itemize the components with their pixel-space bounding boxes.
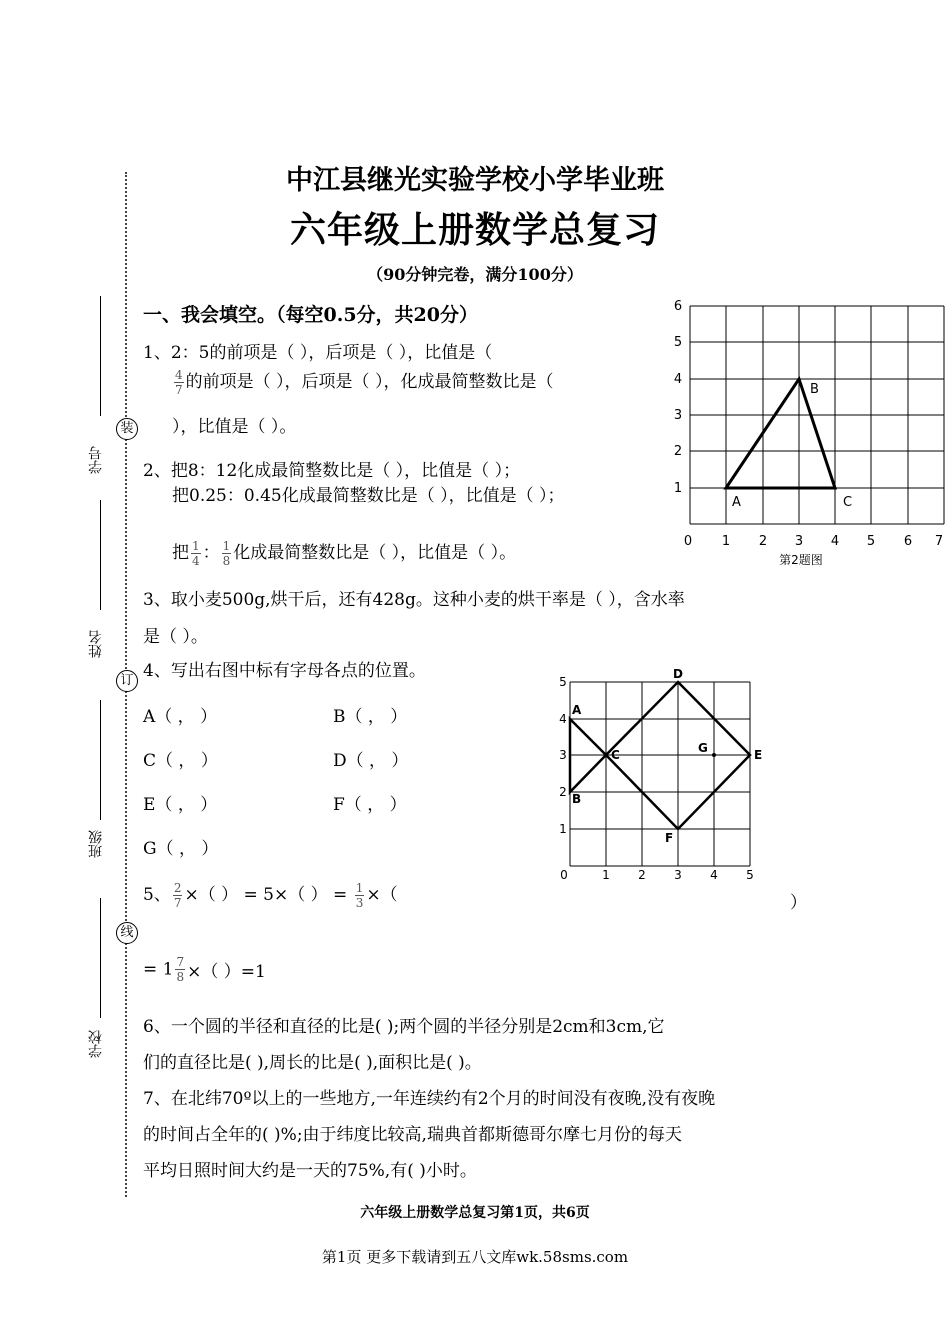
q7-line3: 平均日照时间大约是一天的75%,有( )小时。 (143, 1161, 477, 1181)
q7-line2: 的时间占全年的( )%;由于纬度比较高,瑞典首都斯德哥尔摩七月份的每天 (143, 1125, 682, 1145)
grid1-ytick-2: 2 (673, 444, 683, 459)
q4-line: 4、写出右图中标有字母各点的位置。 (143, 661, 426, 681)
q4-g: G（ ， ） (143, 839, 219, 859)
grid1-xtick-2: 2 (758, 534, 768, 549)
grid2-xtick-3: 3 (674, 868, 682, 882)
q4-d: D（ ， ） (333, 751, 409, 771)
xuexiao-line (100, 898, 101, 1018)
xian-mark: 线 (116, 922, 138, 944)
q7-line1: 7、在北纬70º以上的一些地方,一年连续约有2个月的时间没有夜晚,没有夜晚 (143, 1089, 716, 1109)
grid1-ytick-4: 4 (673, 372, 683, 387)
q2-line2: 把0.25：0.45化成最简整数比是（ ），比值是（ ）； (172, 486, 565, 506)
grid2-lines (570, 682, 750, 866)
grid2-point-g (712, 753, 716, 757)
download-footer: 第1页 更多下载请到五八文库wk.58sms.com (321, 1248, 629, 1266)
xingming-label: 姓名 (88, 630, 104, 658)
grid1-xtick-7: 7 (934, 534, 944, 549)
ding-mark: 订 (116, 670, 138, 692)
grid1-xtick-5: 5 (866, 534, 876, 549)
grid1-ytick-6: 6 (673, 299, 683, 314)
q5-line1: 5、 $\frac{2}{7}$ ×（ ） = 5×（ ） = $\frac{1}{3}$ ×（ (143, 881, 398, 910)
grid2-ytick-2: 2 (559, 785, 567, 799)
exam-subtitle: （90分钟完卷，满分100分） (367, 265, 583, 284)
grid-figure-1 (668, 292, 950, 572)
banji-label: 班级 (88, 830, 104, 858)
grid1-xtick-4: 4 (830, 534, 840, 549)
q6-line2: 们的直径比是( ),周长的比是( ),面积比是( )。 (143, 1053, 482, 1073)
q4-b: B（ ， ） (333, 707, 408, 727)
q6-line1: 6、一个圆的半径和直径的比是( );两个圆的半径分别是2cm和3cm,它 (143, 1017, 665, 1037)
xingming-line (100, 500, 101, 610)
grid1-label-b: B (810, 382, 819, 397)
grid2-label-c: C (611, 748, 620, 762)
grid1-xtick-6: 6 (903, 534, 913, 549)
q1-line1: 1、2：5的前项是（ ），后项是（ ），比值是（ (143, 343, 493, 363)
grid1-xtick-1: 1 (721, 534, 731, 549)
grid2-label-e: E (754, 748, 763, 762)
q5-close-paren: ） (790, 893, 807, 913)
grid2-label-g: G (698, 741, 708, 755)
grid2-xtick-1: 1 (602, 868, 610, 882)
grid-figure-2 (552, 668, 770, 886)
zhuang-mark: 装 (116, 418, 138, 440)
grid2-label-f: F (665, 831, 674, 845)
grid2-ytick-3: 3 (559, 748, 567, 762)
xuehao-line (100, 296, 101, 416)
page-footer: 六年级上册数学总复习第1页，共6页 (360, 1205, 590, 1221)
q4-f: F（ ， ） (333, 795, 407, 815)
grid2-xtick-0: 0 (560, 868, 568, 882)
grid2-label-a: A (572, 703, 582, 717)
grid1-label-a: A (732, 495, 741, 510)
grid1-xtick-3: 3 (794, 534, 804, 549)
q2-line3: 把 $\frac{1}{4}$ ： $\frac{1}{8}$ 化成最简整数比是（ ），比值是（ ）。 (172, 539, 517, 568)
q1-line2: $\frac{4}{7}$ 的前项是（ ），后项是（ ），化成最简整数比是（ (175, 368, 554, 397)
grid2-label-d: D (673, 668, 683, 681)
grid1-ytick-3: 3 (673, 408, 683, 423)
grid2-xtick-4: 4 (710, 868, 718, 882)
q5-line2: = 1 $\frac{7}{8}$ ×（ ）=1 (143, 955, 266, 984)
grid1-ytick-5: 5 (673, 335, 683, 350)
grid2-ytick-5: 5 (559, 675, 567, 689)
grid2-xtick-2: 2 (638, 868, 646, 882)
q4-c: C（ ， ） (143, 751, 218, 771)
q1-fraction: $\frac{4}{7}$ (175, 368, 183, 397)
xuehao-label: 学号 (88, 446, 104, 474)
school-title: 中江县继光实验学校小学毕业班 (286, 165, 664, 196)
grid2-ytick-4: 4 (559, 712, 567, 726)
banji-line (100, 700, 101, 820)
q4-a: A（ ， ） (143, 707, 218, 727)
grid2-label-b: B (572, 792, 582, 806)
grid1-ytick-1: 1 (673, 481, 683, 496)
grid1-label-c: C (843, 495, 853, 510)
q4-e: E（ ， ） (143, 795, 218, 815)
grid2-ytick-1: 1 (559, 822, 567, 836)
grid2-xtick-5: 5 (746, 868, 754, 882)
q3-line1: 3、取小麦500g,烘干后，还有428g。这种小麦的烘干率是（ ），含水率 (143, 590, 685, 610)
xuexiao-label: 学校 (88, 1030, 104, 1058)
grid1-xtick-0: 0 (683, 534, 693, 549)
section-1-heading: 一、我会填空。（每空0.5分，共20分） (143, 304, 478, 326)
q1-line3: ），比值是（ ）。 (172, 417, 297, 437)
grid1-caption: 第2题图 (779, 553, 823, 567)
q3-line2: 是（ ）。 (143, 627, 208, 647)
exam-title: 六年级上册数学总复习 (289, 209, 660, 251)
q2-line1: 2、把8：12化成最简整数比是（ ），比值是（ ）； (143, 461, 521, 481)
